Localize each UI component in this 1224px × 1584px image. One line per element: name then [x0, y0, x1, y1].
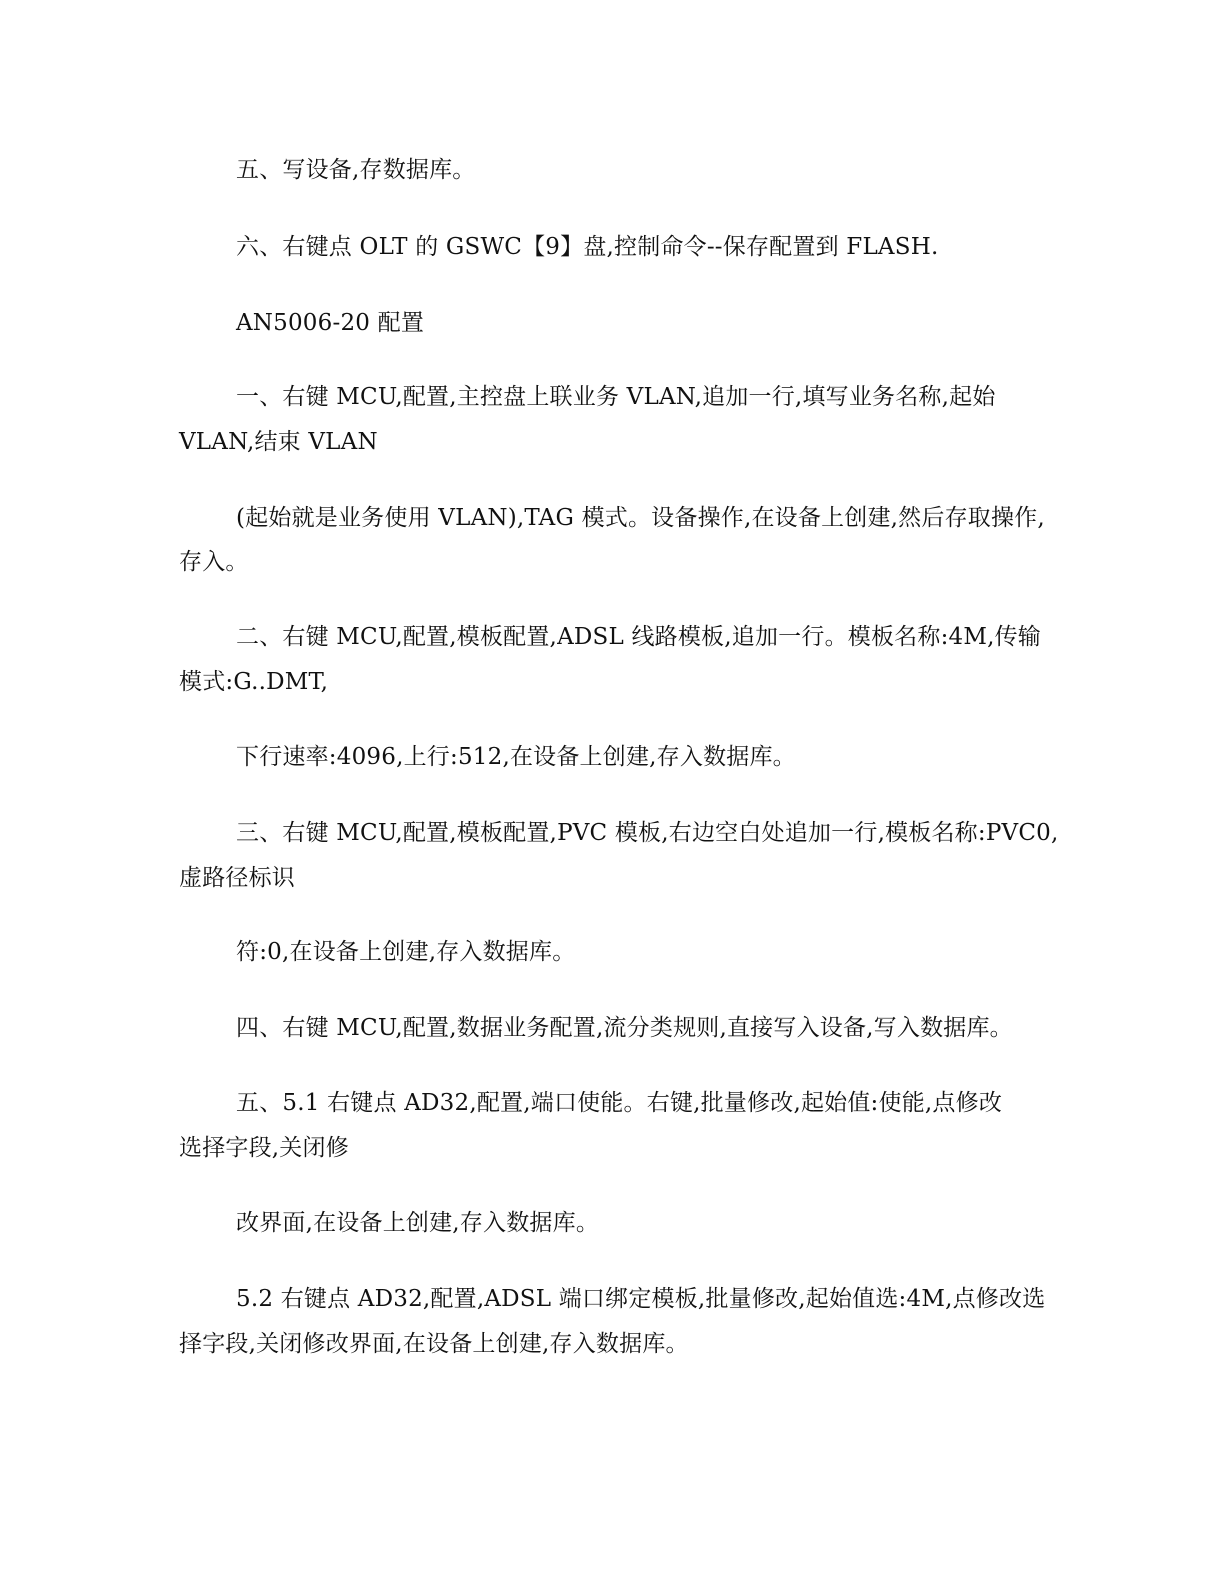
step-6-save-flash: 六、右键点 OLT 的 GSWC【9】盘,控制命令--保存配置到 FLASH. [236, 234, 939, 260]
step-5-1-line-2: 选择字段,关闭修 [179, 1135, 349, 1161]
step-5-write-device: 五、写设备,存数据库。 [236, 157, 476, 183]
step-2-line-1: 二、右键 MCU,配置,模板配置,ADSL 线路模板,追加一行。模板名称:4M,传输 [236, 624, 1042, 650]
step-3-line-2: 虚路径标识 [179, 865, 295, 891]
step-3-line-3: 符:0,在设备上创建,存入数据库。 [236, 939, 576, 965]
step-5-2-line-2: 择字段,关闭修改界面,在设备上创建,存入数据库。 [179, 1331, 689, 1357]
step-1-line-4: 存入。 [179, 549, 249, 575]
step-4-line-1: 四、右键 MCU,配置,数据业务配置,流分类规则,直接写入设备,写入数据库。 [236, 1015, 1013, 1041]
section-heading-an5006: AN5006-20 配置 [236, 310, 425, 336]
step-1-line-1: 一、右键 MCU,配置,主控盘上联业务 VLAN,追加一行,填写业务名称,起始 [236, 384, 996, 410]
step-2-line-2: 模式:G..DMT, [179, 669, 329, 695]
step-1-line-3: (起始就是业务使用 VLAN),TAG 模式。设备操作,在设备上创建,然后存取操作, [236, 505, 1045, 531]
step-1-line-2: VLAN,结束 VLAN [179, 429, 378, 455]
step-3-line-1: 三、右键 MCU,配置,模板配置,PVC 模板,右边空白处追加一行,模板名称:PVC0, [236, 820, 1059, 846]
step-5-1-line-3: 改界面,在设备上创建,存入数据库。 [236, 1210, 600, 1236]
step-5-2-line-1: 5.2 右键点 AD32,配置,ADSL 端口绑定模板,批量修改,起始值选:4M,点修改选 [236, 1286, 1046, 1312]
step-5-1-line-1: 五、5.1 右键点 AD32,配置,端口使能。右键,批量修改,起始值:使能,点修改 [236, 1090, 1003, 1116]
step-2-line-3: 下行速率:4096,上行:512,在设备上创建,存入数据库。 [236, 744, 796, 770]
